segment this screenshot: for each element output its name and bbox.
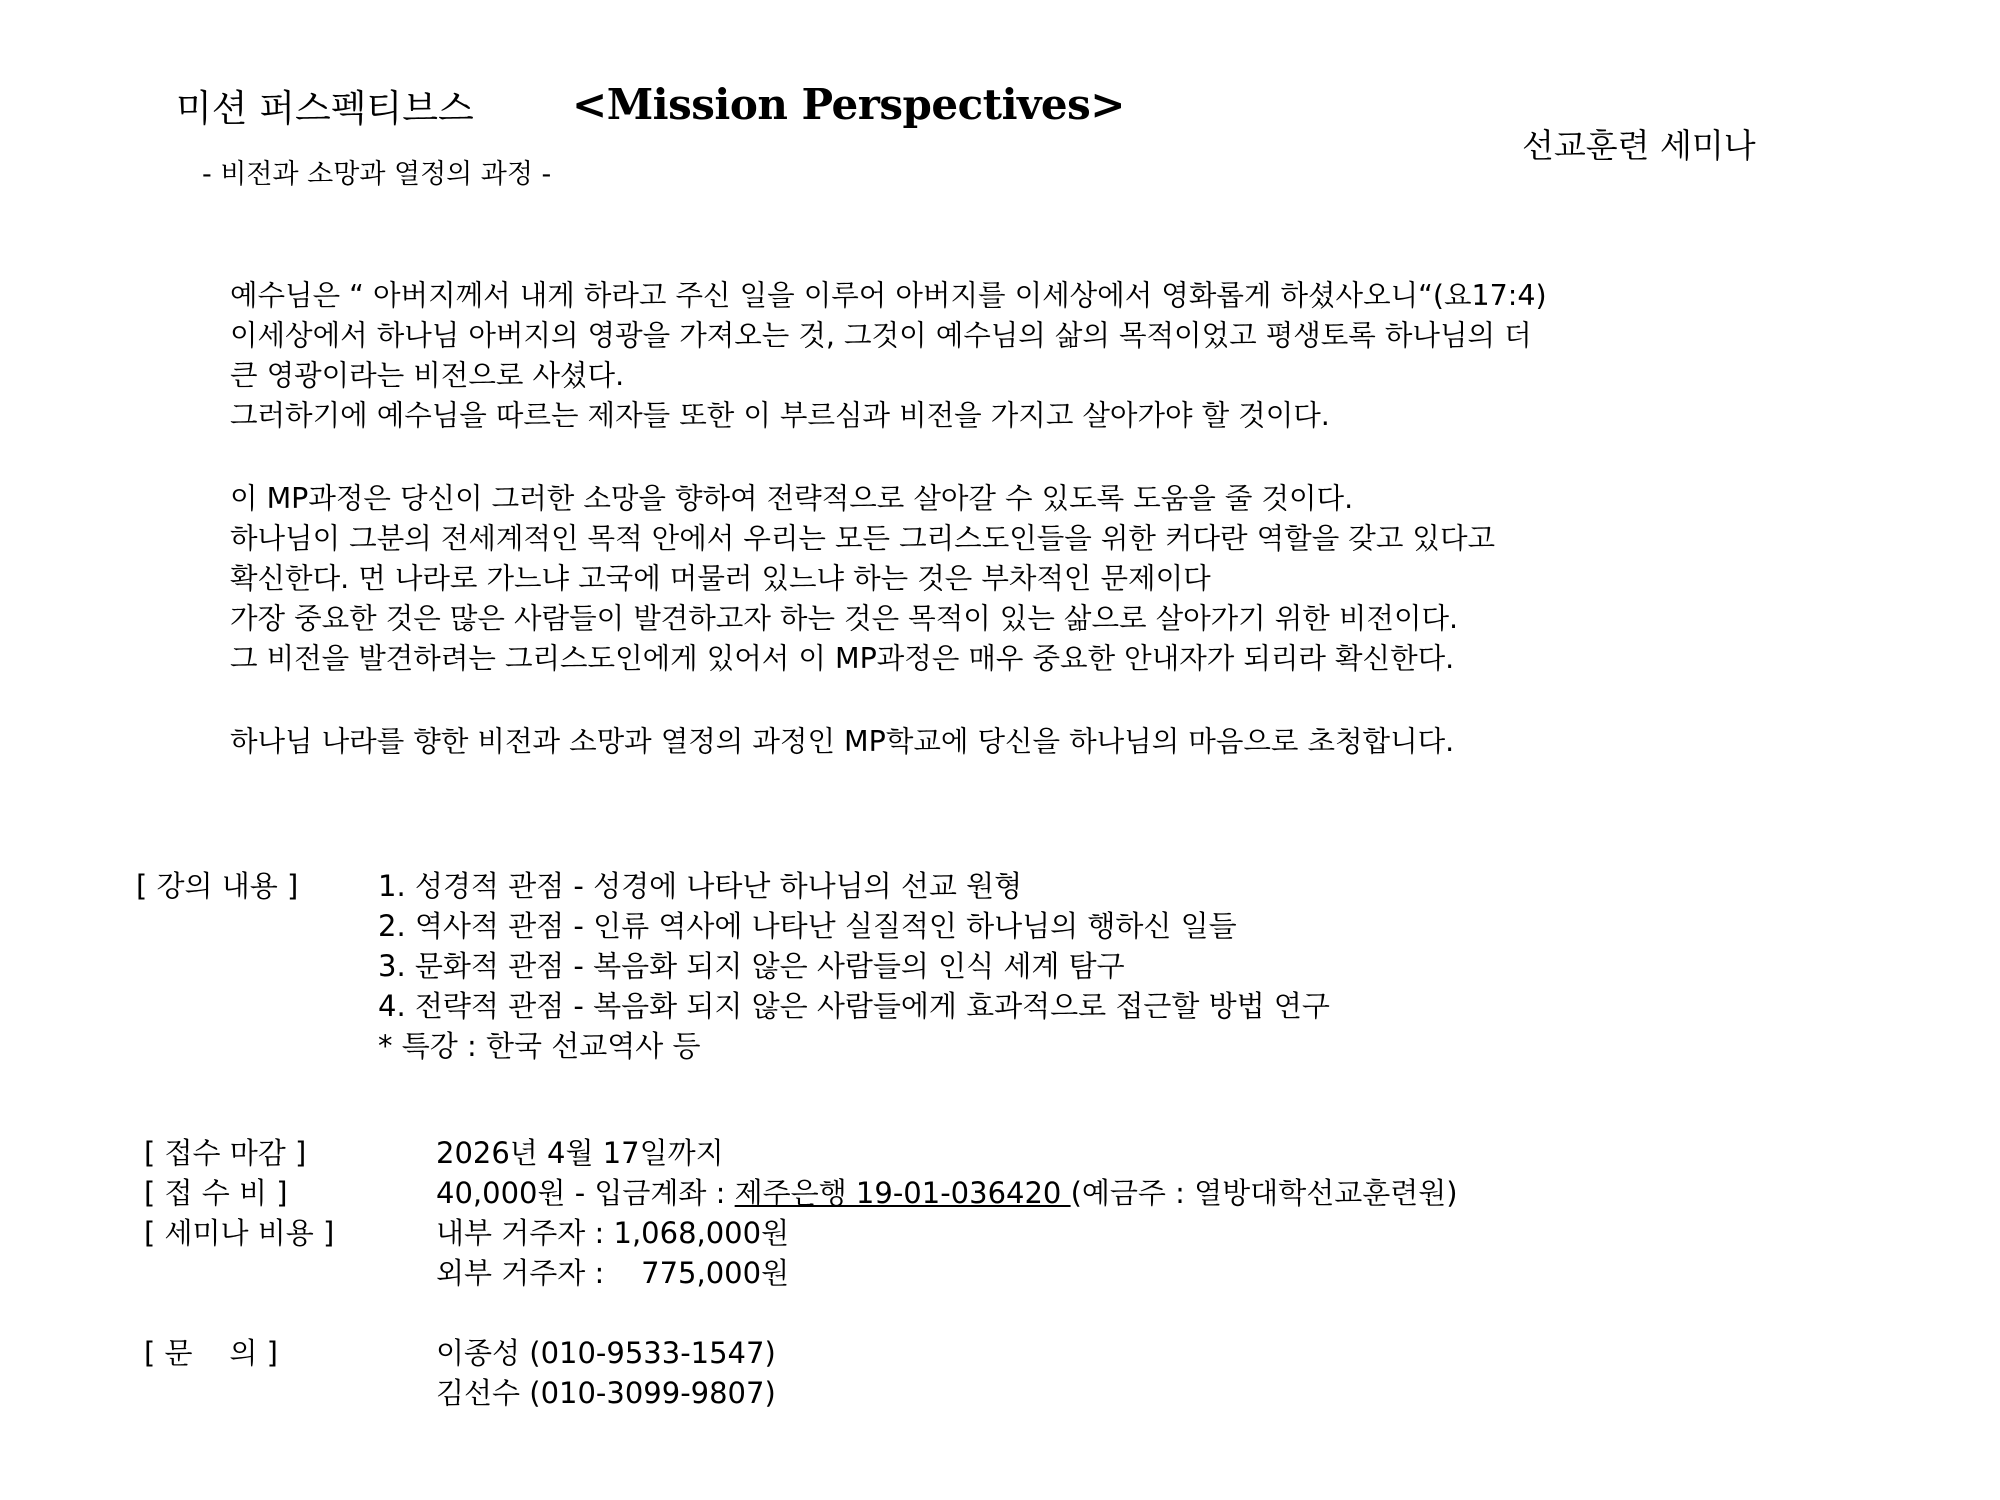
lecture-item: 1. 성경적 관점 - 성경에 나타난 하나님의 선교 원형: [378, 869, 1023, 903]
fee-value: 40,000원 - 입금계좌 :: [436, 1176, 735, 1210]
contact-2: 김선수 (010-3099-9807): [436, 1376, 776, 1410]
intro-line: 확신한다. 먼 나라로 가느냐 고국에 머물러 있느냐 하는 것은 부차적인 문제이다: [230, 562, 1211, 595]
seminar-tag: 선교훈련 세미나: [1522, 126, 1756, 165]
lecture-item: 2. 역사적 관점 - 인류 역사에 나타난 실질적인 하나님의 행하신 일들: [378, 909, 1237, 943]
fee-label: [ 접 수 비 ]: [144, 1176, 288, 1210]
contact-label: [ 문 의 ]: [144, 1336, 278, 1370]
fee-row: [436, 1171, 1458, 1212]
intro-invitation-line: 하나님 나라를 향한 비전과 소망과 열정의 과정인 MP학교에 당신을 하나님의 마음으로 초청합니다.: [230, 725, 1455, 758]
intro-line: 하나님이 그분의 전세계적인 목적 안에서 우리는 모든 그리스도인들을 위한 커다란 역할을 갖고 있다고: [230, 522, 1496, 555]
intro-line: 큰 영광이라는 비전으로 사셨다.: [230, 359, 625, 392]
deadline-label: [ 접수 마감 ]: [144, 1136, 307, 1170]
intro-line: 가장 중요한 것은 많은 사람들이 발견하고자 하는 것은 목적이 있는 삶으로 살아가기 위한 비전이다.: [230, 602, 1459, 635]
title-english: <Mission Perspectives>: [572, 80, 1125, 129]
seminar-cost-label: [ 세미나 비용 ]: [144, 1216, 335, 1250]
cost-internal: 내부 거주자 : 1,068,000원: [436, 1216, 790, 1250]
lecture-item: 4. 전략적 관점 - 복음화 되지 않은 사람들에게 효과적으로 접근할 방법 연구: [378, 989, 1330, 1023]
intro-line: 예수님은 “ 아버지께서 내게 하라고 주신 일을 이루어 아버지를 이세상에서 영화롭게 하셨사오니“(요17:4): [230, 279, 1547, 312]
intro-line: 그 비전을 발견하려는 그리스도인에게 있어서 이 MP과정은 매우 중요한 안내자가 되리라 확신한다.: [230, 642, 1455, 675]
intro-line: 이 MP과정은 당신이 그러한 소망을 향하여 전략적으로 살아갈 수 있도록 도움을 줄 것이다.: [230, 482, 1354, 515]
deadline-value: 2026년 4월 17일까지: [436, 1136, 724, 1170]
title-korean: 미션 퍼스펙티브스: [176, 87, 474, 130]
subtitle: - 비전과 소망과 열정의 과정 -: [202, 159, 552, 190]
lecture-item: 3. 문화적 관점 - 복음화 되지 않은 사람들의 인식 세계 탐구: [378, 949, 1125, 983]
account-holder: (예금주 : 열방대학선교훈련원): [1070, 1176, 1458, 1210]
intro-line: 이세상에서 하나님 아버지의 영광을 가져오는 것, 그것이 예수님의 삶의 목적이었고 평생토록 하나님의 더: [230, 319, 1532, 352]
bank-account: 제주은행 19-01-036420: [734, 1176, 1071, 1210]
contact-1: 이종성 (010-9533-1547): [436, 1336, 776, 1370]
lecture-special: * 특강 : 한국 선교역사 등: [378, 1029, 701, 1063]
cost-external: 외부 거주자 : 775,000원: [436, 1256, 790, 1290]
lectures-label: [ 강의 내용 ]: [136, 869, 299, 903]
intro-line: 그러하기에 예수님을 따르는 제자들 또한 이 부르심과 비전을 가지고 살아가야 할 것이다.: [230, 399, 1330, 432]
